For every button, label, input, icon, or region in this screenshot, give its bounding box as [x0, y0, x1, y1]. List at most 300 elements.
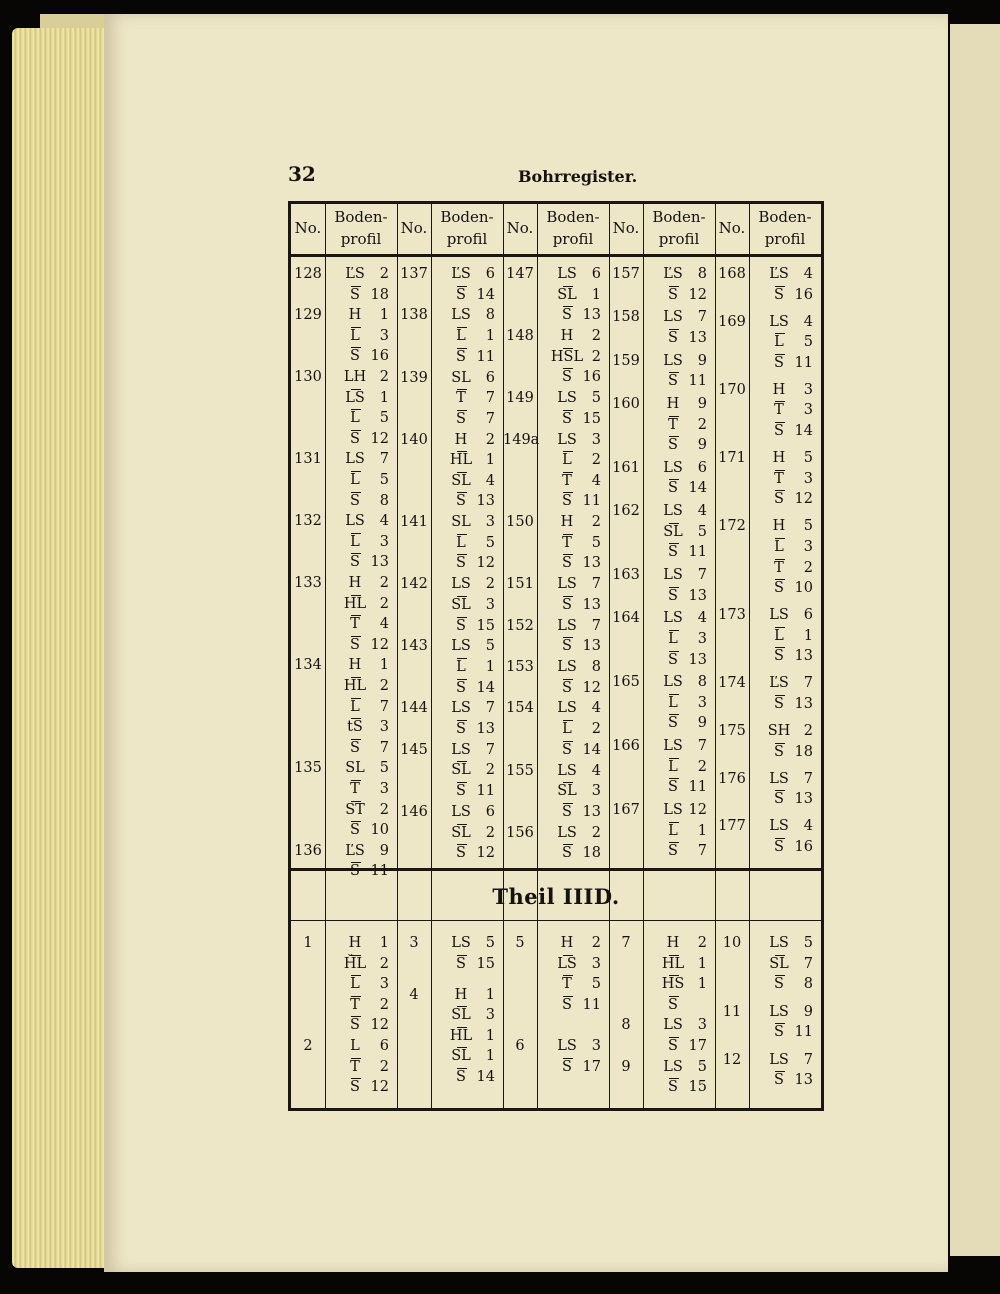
- layer-depth: 14: [794, 423, 813, 440]
- soil-code: LS: [769, 770, 789, 787]
- layer-depth: 13: [688, 329, 707, 346]
- soil-code: S: [562, 845, 572, 862]
- layer-depth: 7: [697, 738, 707, 755]
- soil-code: LS: [451, 307, 471, 324]
- layer-bar: [457, 824, 467, 825]
- layer-depth: 3: [379, 533, 389, 550]
- layer-bar: [775, 422, 785, 423]
- layer-depth: 7: [591, 576, 601, 593]
- layer-depth: 9: [697, 395, 707, 412]
- soil-code: S: [350, 286, 360, 303]
- layer-bar: [457, 492, 467, 493]
- layer-depth: 11: [688, 373, 707, 390]
- layer-depth: 4: [591, 700, 601, 717]
- boring-number: 132: [294, 513, 322, 530]
- layer-depth: 14: [476, 286, 495, 303]
- layer-depth: 2: [379, 678, 389, 694]
- soil-code: S: [668, 329, 678, 346]
- layer-bar: [351, 975, 361, 976]
- layer-depth: 6: [485, 369, 495, 386]
- layer-bar: [669, 651, 679, 652]
- layer-bar: [669, 842, 679, 843]
- layer-depth: 4: [697, 503, 707, 520]
- header-no-label: No.: [612, 219, 640, 238]
- layer-bar: [351, 677, 361, 678]
- boring-number: 8: [621, 1017, 631, 1034]
- layer-bar: [457, 761, 467, 762]
- soil-code: SL: [663, 523, 683, 540]
- soil-code: H: [454, 986, 468, 1003]
- header-no-label: No.: [400, 219, 428, 238]
- soil-code: S: [774, 1072, 784, 1089]
- layer-depth: 7: [803, 770, 813, 787]
- layer-bar: [775, 559, 785, 560]
- layer-depth: 8: [591, 659, 601, 676]
- layer-depth: 9: [697, 352, 707, 369]
- layer-bar: [351, 430, 361, 431]
- layer-depth: 7: [803, 955, 813, 972]
- soil-code: LS: [557, 824, 577, 841]
- boring-number: 6: [515, 1038, 525, 1055]
- layer-depth: 8: [697, 266, 707, 282]
- layer-bar: [563, 637, 573, 638]
- layer-bar: [351, 553, 361, 554]
- layer-bar: [775, 647, 785, 648]
- layer-depth: 8: [803, 976, 813, 993]
- soil-code: S: [456, 783, 466, 800]
- layer-bar: [351, 1078, 361, 1079]
- layer-bar: [563, 348, 573, 349]
- layer-bar: [563, 741, 573, 742]
- soil-code: S: [350, 492, 360, 509]
- soil-code: S: [668, 1079, 678, 1096]
- layer-bar: [775, 354, 785, 355]
- layer-depth: 6: [485, 803, 495, 820]
- layer-depth: 13: [794, 648, 813, 665]
- layer-bar: [351, 533, 361, 534]
- layer-depth: 7: [485, 390, 495, 407]
- layer-bar: [669, 523, 679, 524]
- soil-code: L: [350, 698, 360, 715]
- layer-depth: 2: [591, 824, 601, 841]
- layer-depth: 3: [803, 470, 813, 487]
- soil-code: LS: [769, 607, 789, 624]
- layer-bar: [457, 720, 467, 721]
- layer-bar: [457, 658, 467, 659]
- soil-code: SH: [767, 723, 791, 740]
- group-divider: [609, 204, 610, 1108]
- layer-depth: 1: [379, 307, 389, 324]
- soil-code: S: [456, 348, 466, 365]
- layer-depth: 11: [688, 544, 707, 561]
- layer-bar: [563, 720, 573, 721]
- soil-code: ĽS: [769, 675, 789, 692]
- layer-depth: 2: [803, 723, 813, 740]
- layer-bar: [351, 492, 361, 493]
- soil-code: SL: [557, 286, 577, 303]
- soil-code: H: [772, 518, 786, 535]
- soil-code: HL: [343, 595, 367, 612]
- soil-code: T: [562, 534, 572, 551]
- boring-number: 145: [400, 741, 428, 758]
- soil-code: SL: [451, 514, 471, 531]
- soil-code: LS: [345, 389, 365, 406]
- boring-number: 133: [294, 575, 322, 591]
- boring-number: 151: [506, 576, 534, 593]
- soil-code: HS: [661, 976, 685, 993]
- soil-code: H: [348, 935, 362, 951]
- layer-depth: 11: [794, 354, 813, 371]
- soil-code: L: [350, 327, 360, 344]
- soil-code: S: [774, 491, 784, 508]
- layer-depth: 2: [379, 1058, 389, 1075]
- layer-bar: [563, 472, 573, 473]
- layer-depth: 11: [794, 1024, 813, 1041]
- layer-depth: 12: [582, 679, 601, 696]
- header-profile-text: Boden- profil: [440, 208, 494, 248]
- layer-depth: 3: [803, 381, 813, 398]
- layer-depth: 5: [485, 638, 495, 655]
- soil-code: S: [562, 996, 572, 1013]
- boring-number: 147: [506, 266, 534, 282]
- layer-depth: 1: [485, 452, 495, 469]
- layer-bar: [775, 538, 785, 539]
- soil-code: S: [350, 739, 360, 756]
- layer-depth: 7: [485, 410, 495, 427]
- layer-depth: 15: [688, 1079, 707, 1096]
- layer-bar: [669, 479, 679, 480]
- layer-depth: 12: [688, 286, 707, 303]
- boring-number: 141: [400, 514, 428, 531]
- layer-depth: 14: [476, 679, 495, 696]
- layer-depth: 2: [379, 575, 389, 591]
- soil-code: T: [350, 996, 360, 1013]
- layer-bar: [351, 739, 361, 740]
- layer-depth: 6: [803, 607, 813, 624]
- soil-code: LS: [663, 459, 683, 476]
- soil-code: H: [348, 657, 362, 674]
- layer-bar: [775, 627, 785, 628]
- layer-bar: [563, 554, 573, 555]
- page-stack-edges: [12, 28, 112, 1268]
- layer-depth: 3: [379, 781, 389, 797]
- layer-bar: [563, 492, 573, 493]
- soil-code: S: [350, 822, 360, 839]
- layer-depth: 9: [803, 1003, 813, 1020]
- layer-depth: 13: [582, 803, 601, 820]
- layer-bar: [563, 451, 573, 452]
- layer-bar: [775, 955, 785, 956]
- layer-depth: 3: [697, 694, 707, 711]
- boring-number: 150: [506, 514, 534, 531]
- soil-code: HL: [343, 678, 367, 694]
- layer-depth: 12: [370, 1017, 389, 1034]
- layer-depth: 12: [476, 555, 495, 572]
- layer-bar: [669, 1078, 679, 1079]
- soil-code: LS: [557, 266, 577, 282]
- no-profile-divider: [431, 204, 432, 1108]
- layer-bar: [351, 955, 361, 956]
- soil-code: SL: [451, 824, 471, 841]
- layer-bar: [563, 306, 573, 307]
- layer-depth: 8: [697, 674, 707, 691]
- soil-code: LS: [451, 803, 471, 820]
- soil-code: LS: [663, 1058, 683, 1075]
- facing-page-edge: [950, 24, 1000, 1256]
- layer-depth: 3: [591, 431, 601, 448]
- layer-depth: 18: [370, 286, 389, 303]
- layer-depth: 7: [591, 617, 601, 634]
- boring-number: 154: [506, 700, 534, 717]
- layer-depth: 9: [697, 437, 707, 454]
- layer-bar: [669, 543, 679, 544]
- layer-bar: [457, 348, 467, 349]
- layer-bar: [775, 838, 785, 839]
- page-number: 32: [288, 162, 316, 186]
- layer-bar: [563, 286, 573, 287]
- layer-depth: 7: [379, 698, 389, 715]
- layer-bar: [669, 329, 679, 330]
- soil-code: S: [774, 791, 784, 808]
- layer-bar: [563, 955, 573, 956]
- layer-depth: 4: [697, 610, 707, 627]
- soil-code: HL: [449, 1027, 473, 1044]
- layer-bar: [351, 1058, 361, 1059]
- layer-depth: 3: [485, 1007, 495, 1024]
- soil-code: L: [350, 472, 360, 488]
- header-no-label: No.: [294, 219, 322, 238]
- layer-bar: [351, 286, 361, 287]
- soil-code: S: [456, 721, 466, 738]
- layer-depth: 13: [688, 587, 707, 604]
- soil-code: LS: [663, 674, 683, 691]
- layer-bar: [351, 595, 361, 596]
- layer-depth: 11: [476, 783, 495, 800]
- layer-depth: 3: [697, 1017, 707, 1034]
- layer-bar: [351, 718, 361, 719]
- boring-number: 3: [409, 935, 419, 951]
- soil-code: SL: [451, 1007, 471, 1024]
- boring-number: 148: [506, 328, 534, 345]
- no-profile-divider: [537, 204, 538, 1108]
- layer-bar: [351, 821, 361, 822]
- soil-code: S: [562, 307, 572, 324]
- header-profile-label: [325, 204, 397, 254]
- layer-depth: 16: [794, 286, 813, 303]
- header-profile-label: [537, 204, 609, 254]
- soil-code: T: [668, 416, 678, 433]
- layer-depth: 4: [591, 762, 601, 779]
- layer-depth: 15: [476, 617, 495, 634]
- layer-bar: [563, 844, 573, 845]
- section-rule-bottom: [291, 920, 821, 921]
- soil-code: LS: [451, 935, 471, 951]
- soil-code: H: [560, 935, 574, 951]
- soil-code: H: [666, 395, 680, 412]
- soil-code: tS: [347, 719, 363, 736]
- layer-depth: 9: [379, 842, 389, 859]
- soil-code: ĽS: [769, 266, 789, 282]
- layer-bar: [351, 636, 361, 637]
- soil-code: S: [668, 480, 678, 497]
- boring-number: 144: [400, 700, 428, 717]
- soil-code: S: [350, 1079, 360, 1096]
- layer-depth: 2: [697, 935, 707, 951]
- soil-code: HL: [661, 955, 685, 972]
- soil-code: LS: [557, 762, 577, 779]
- layer-depth: 5: [697, 1058, 707, 1075]
- layer-depth: 6: [379, 1038, 389, 1055]
- soil-code: H: [560, 514, 574, 531]
- layer-bar: [457, 1027, 467, 1028]
- boring-number: 4: [409, 986, 419, 1003]
- soil-code: S: [774, 743, 784, 760]
- boring-number: 146: [400, 803, 428, 820]
- layer-bar: [669, 436, 679, 437]
- layer-depth: 2: [379, 369, 389, 385]
- layer-depth: 6: [591, 266, 601, 282]
- layer-depth: 11: [476, 348, 495, 365]
- soil-code: L: [350, 410, 360, 427]
- header-rule: [291, 254, 821, 257]
- soil-code: LS: [557, 1038, 577, 1055]
- soil-code: L: [350, 976, 360, 993]
- layer-depth: 3: [379, 976, 389, 993]
- layer-depth: 1: [485, 1048, 495, 1065]
- soil-code: S: [562, 803, 572, 820]
- soil-code: S: [562, 369, 572, 386]
- layer-bar: [669, 955, 679, 956]
- soil-code: S: [562, 1058, 572, 1075]
- soil-code: S: [774, 976, 784, 993]
- soil-code: LS: [769, 935, 789, 951]
- layer-bar: [563, 679, 573, 680]
- layer-depth: 7: [697, 309, 707, 326]
- no-profile-divider: [325, 204, 326, 1108]
- soil-code: LS: [663, 352, 683, 369]
- soil-code: LS: [557, 700, 577, 717]
- boring-number: 159: [612, 352, 640, 369]
- layer-depth: 8: [379, 492, 389, 509]
- soil-code: SL: [345, 760, 365, 777]
- layer-depth: 12: [370, 430, 389, 447]
- soil-code: S: [456, 1069, 466, 1085]
- boring-number: 138: [400, 307, 428, 324]
- boring-number: 152: [506, 617, 534, 634]
- section-title-iii-d: Theil IIID.: [492, 884, 620, 909]
- layer-depth: 7: [803, 1051, 813, 1068]
- layer-depth: 3: [803, 538, 813, 555]
- layer-depth: 2: [485, 762, 495, 779]
- layer-depth: 12: [476, 845, 495, 862]
- layer-depth: 6: [485, 266, 495, 282]
- layer-depth: 2: [591, 935, 601, 951]
- layer-bar: [775, 790, 785, 791]
- layer-depth: 1: [379, 389, 389, 406]
- soil-code: T: [774, 559, 784, 576]
- layer-depth: 1: [485, 328, 495, 345]
- soil-code: H: [348, 575, 362, 591]
- layer-depth: 6: [697, 459, 707, 476]
- layer-depth: 3: [591, 783, 601, 800]
- layer-depth: 12: [794, 491, 813, 508]
- layer-depth: 4: [379, 616, 389, 633]
- soil-code: S: [350, 636, 360, 653]
- layer-bar: [669, 630, 679, 631]
- layer-bar: [457, 782, 467, 783]
- layer-depth: 2: [591, 452, 601, 469]
- layer-bar: [351, 615, 361, 616]
- soil-code: T: [562, 472, 572, 489]
- no-profile-divider: [749, 204, 750, 1108]
- layer-depth: 2: [485, 824, 495, 841]
- boring-number: 158: [612, 309, 640, 326]
- layer-depth: 3: [379, 327, 389, 344]
- soil-code: LS: [663, 738, 683, 755]
- layer-bar: [351, 389, 361, 390]
- soil-code: S: [350, 554, 360, 571]
- soil-code: LS: [769, 313, 789, 330]
- soil-code: S: [668, 715, 678, 732]
- layer-bar: [563, 782, 573, 783]
- layer-depth: 5: [485, 935, 495, 951]
- soil-code: S: [456, 410, 466, 427]
- layer-depth: 3: [697, 630, 707, 647]
- layer-depth: 1: [485, 658, 495, 675]
- layer-depth: 5: [485, 534, 495, 551]
- layer-depth: 3: [485, 596, 495, 613]
- layer-depth: 5: [697, 523, 707, 540]
- soil-code: L: [350, 1038, 360, 1055]
- soil-code: T: [562, 976, 572, 993]
- layer-depth: 18: [794, 743, 813, 760]
- layer-depth: 1: [803, 627, 813, 644]
- boring-number: 134: [294, 657, 322, 674]
- soil-code: ĽS: [451, 266, 471, 282]
- layer-depth: 8: [485, 307, 495, 324]
- soil-code: H: [772, 450, 786, 467]
- page-header: [288, 162, 824, 188]
- layer-depth: 11: [582, 996, 601, 1013]
- soil-code: LS: [451, 638, 471, 655]
- layer-depth: 3: [379, 719, 389, 736]
- layer-depth: 5: [379, 472, 389, 488]
- soil-code: LS: [451, 576, 471, 593]
- soil-code: LS: [557, 617, 577, 634]
- soil-code: LH: [343, 369, 367, 385]
- boring-number: 140: [400, 431, 428, 448]
- layer-depth: 15: [582, 410, 601, 427]
- soil-code: H: [454, 431, 468, 448]
- soil-code: S: [350, 430, 360, 447]
- soil-code: L: [668, 822, 678, 839]
- layer-depth: 10: [370, 822, 389, 839]
- soil-code: LS: [663, 610, 683, 627]
- boring-number: 137: [400, 266, 428, 282]
- soil-code: S: [350, 1017, 360, 1034]
- layer-bar: [351, 801, 361, 802]
- layer-depth: 5: [379, 410, 389, 427]
- boring-number: 10: [722, 935, 742, 951]
- page-title: Bohrregister.: [518, 167, 638, 186]
- layer-depth: 5: [803, 334, 813, 351]
- boring-number: 157: [612, 266, 640, 282]
- no-profile-divider: [643, 204, 644, 1108]
- layer-depth: 2: [591, 514, 601, 531]
- soil-code: S: [456, 955, 466, 972]
- soil-code: H: [772, 381, 786, 398]
- soil-code: S: [668, 651, 678, 668]
